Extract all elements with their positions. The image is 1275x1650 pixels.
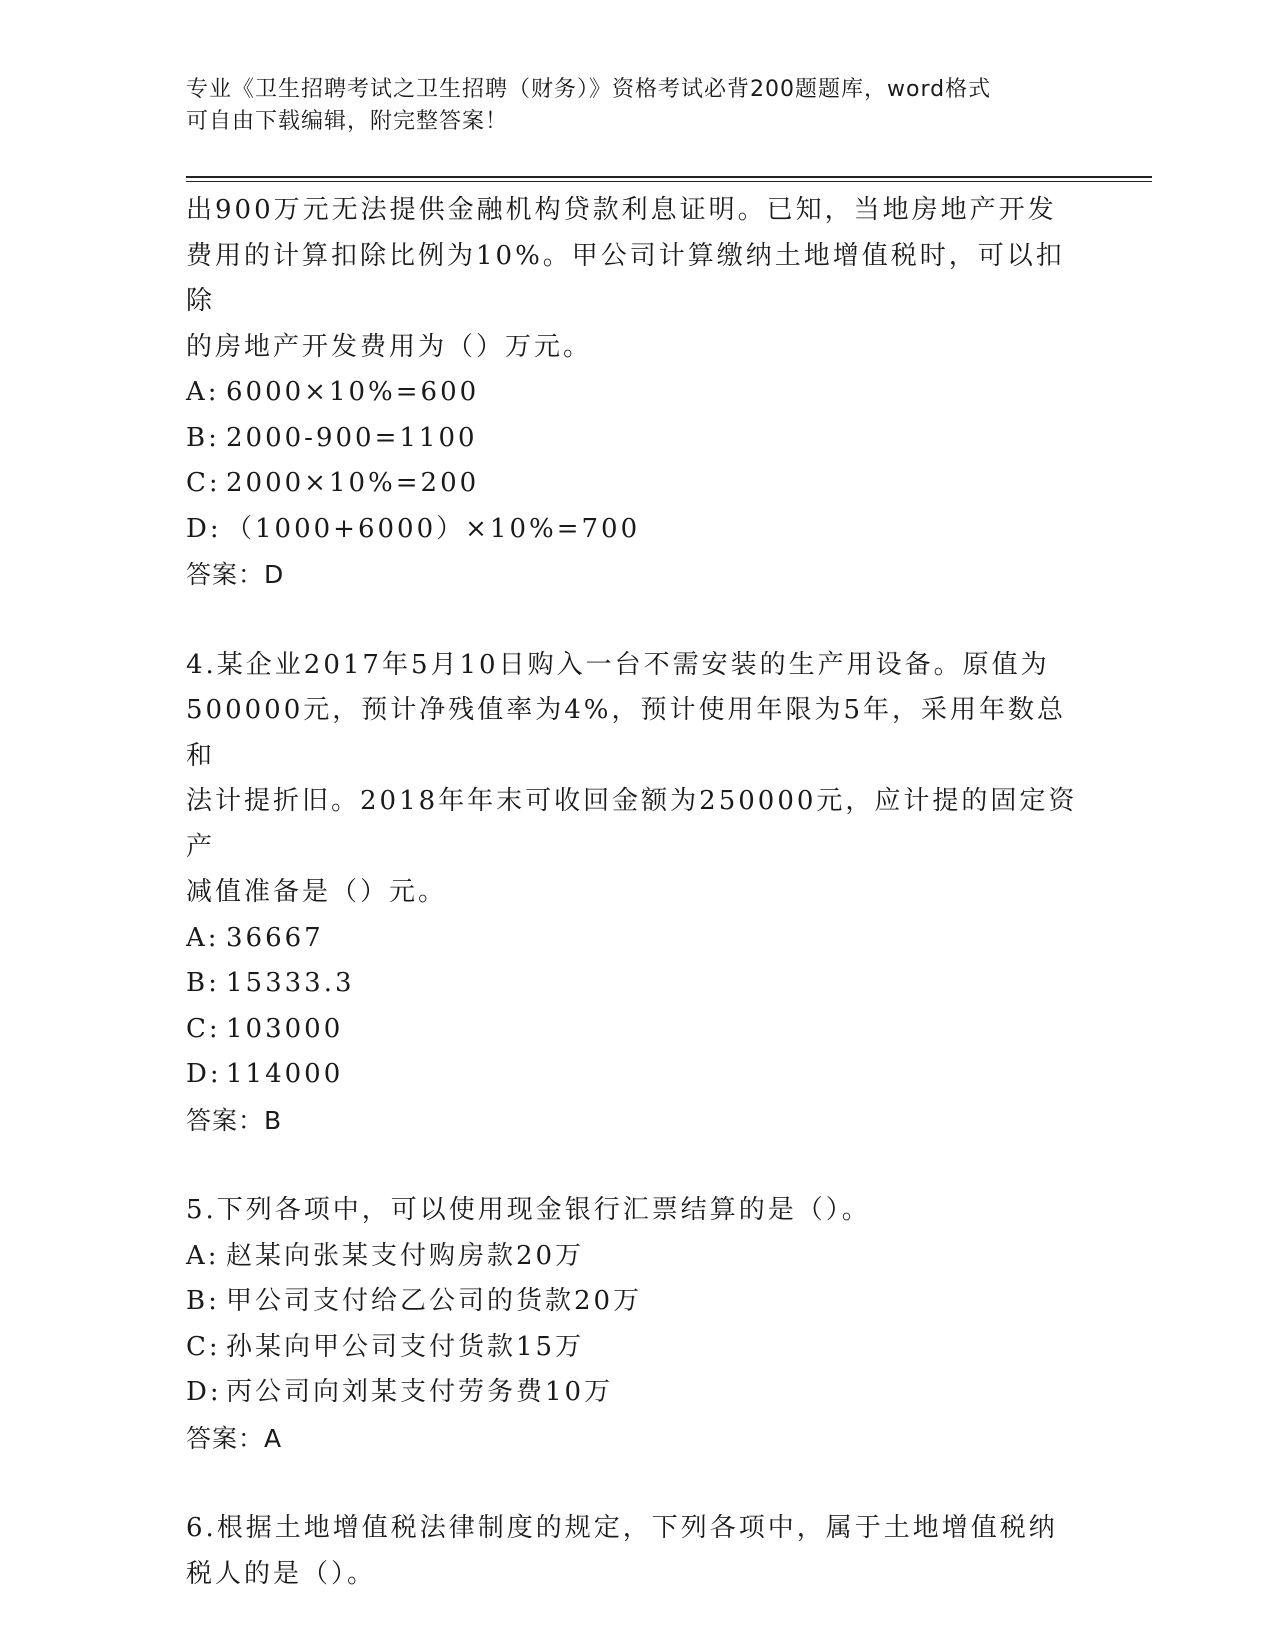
option-d: D: （1000+6000）×10%=700 bbox=[186, 513, 641, 544]
spacer bbox=[186, 1461, 1086, 1506]
question-text-line: 6.根据土地增值税法律制度的规定，下列各项中，属于土地增值税纳 bbox=[186, 1513, 1058, 1543]
header-line-1: 专业《卫生招聘考试之卫生招聘（财务）》资格考试必背200题题库，word格式 bbox=[186, 77, 992, 102]
answer-line: 答案：A bbox=[186, 1423, 283, 1453]
question-text-line: 减值准备是（）元。 bbox=[186, 877, 448, 907]
option-d: D: 丙公司向刘某支付劳务费10万 bbox=[186, 1377, 614, 1407]
option-d: D: 114000 bbox=[186, 1059, 344, 1089]
header-line-2: 可自由下载编辑，附完整答案！ bbox=[186, 109, 509, 134]
question-3 bbox=[186, 188, 1086, 598]
question-4 bbox=[186, 643, 1086, 1144]
question-6 bbox=[186, 1506, 1086, 1597]
option-b: B: 15333.3 bbox=[186, 968, 355, 998]
question-text-line: 出900万元无法提供金融机构贷款利息证明。已知，当地房地产开发 bbox=[186, 195, 1057, 225]
option-c: C: 2000×10%=200 bbox=[186, 468, 480, 498]
option-c: C: 103000 bbox=[186, 1013, 344, 1044]
spacer bbox=[186, 598, 1086, 643]
option-c: C: 孙某向甲公司支付货款15万 bbox=[186, 1331, 585, 1362]
option-b: B: 甲公司支付给乙公司的货款20万 bbox=[186, 1286, 643, 1316]
document-body bbox=[186, 188, 1086, 1597]
header-divider bbox=[186, 176, 1152, 182]
question-text-line: 费用的计算扣除比例为10%。甲公司计算缴纳土地增值税时，可以扣除 bbox=[186, 240, 1065, 316]
question-5 bbox=[186, 1188, 1086, 1461]
document-header bbox=[186, 74, 1086, 138]
option-a: A: 赵某向张某支付购房款20万 bbox=[186, 1240, 585, 1271]
answer-line: 答案：B bbox=[186, 1105, 283, 1135]
spacer bbox=[186, 1143, 1086, 1188]
question-text-line: 的房地产开发费用为（）万元。 bbox=[186, 331, 593, 362]
option-a: A: 36667 bbox=[186, 922, 324, 953]
option-a: A: 6000×10%=600 bbox=[186, 377, 480, 407]
answer-line: 答案：D bbox=[186, 560, 285, 589]
question-text-line: 5.下列各项中，可以使用现金银行汇票结算的是（）。 bbox=[186, 1195, 871, 1225]
question-text-line: 税人的是（）。 bbox=[186, 1558, 377, 1589]
question-text-line: 4.某企业2017年5月10日购入一台不需安装的生产用设备。原值为 bbox=[186, 649, 1050, 680]
question-text-line: 法计提折旧。2018年年末可收回金额为250000元，应计提的固定资产 bbox=[186, 786, 1078, 862]
question-text-line: 500000元，预计净残值率为4%，预计使用年限为5年，采用年数总和 bbox=[186, 695, 1067, 771]
option-b: B: 2000-900=1100 bbox=[186, 422, 478, 453]
